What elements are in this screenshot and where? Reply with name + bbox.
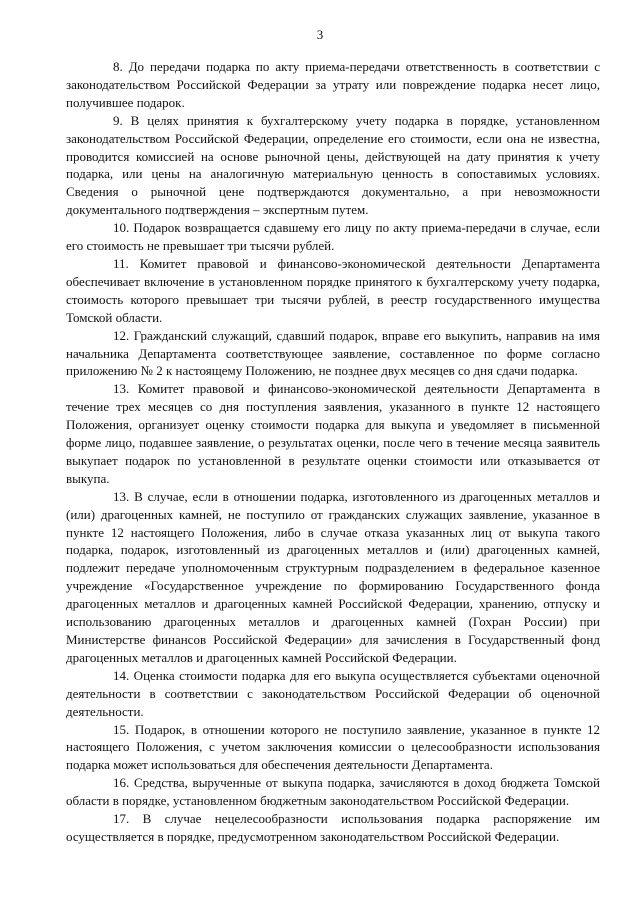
- paragraph-10: 10. Подарок возвращается сдавшему его лицу по акту приема-передачи в случае, если его стоимость не превышает три тысячи рублей.: [66, 220, 600, 254]
- paragraph-13-b: 13. В случае, если в отношении подарка, изготовленного из драгоценных металлов и (или) драгоценных камней, не поступило от гражданских служащих заявление, указанное в пункте 12 настоящего Положения, либо в случае отказа указанных лиц от выкупа такого подарка, подарок, изготовленный из драгоценных металлов и (или) драгоценных камней, подлежит передаче уполномоченным структурным подразделением в федеральное казенное учреждение «Государственное учреждение по формированию Государственного фонда драгоценных металлов и драгоценных камней Российской Федерации, хранению, отпуску и использованию драгоценных металлов и драгоценных камней (Гохран России) при Министерстве финансов Российской Федерации» для зачисления в Государственный фонд драгоценных металлов и драгоценных камней Российской Федерации.: [66, 488, 600, 665]
- document-body: [66, 58, 600, 846]
- paragraph-16: 16. Средства, вырученные от выкупа подарка, зачисляются в доход бюджета Томской области в порядке, установленном бюджетным законодательством Российской Федерации.: [66, 775, 600, 809]
- paragraph-8: 8. До передачи подарка по акту приема-передачи ответственность в соответствии с законодательством Российской Федерации за утрату или повреждение подарка несет лицо, получившее подарок.: [66, 59, 600, 110]
- paragraph-11: 11. Комитет правовой и финансово-экономической деятельности Департамента обеспечивает включение в установленном порядке принятого к бухгалтерскому учету подарка, стоимость которого превышает три тысячи рублей, в реестр государственного имущества Томской области.: [66, 255, 600, 325]
- paragraph-17: 17. В случае нецелесообразности использования подарка распоряжение им осуществляется в порядке, предусмотренном законодательством Российской Федерации.: [66, 811, 600, 844]
- paragraph-13-a: 13. Комитет правовой и финансово-экономической деятельности Департамента в течение трех месяцев со дня поступления заявления, указанного в пункте 12 настоящего Положения, организует оценку стоимости подарка для выкупа и уведомляет в письменной форме лицо, подавшее заявление, о результатах оценки, после чего в течение месяца заявитель выкупает подарок по установленной в результате оценки стоимости или отказывается от выкупа.: [66, 381, 600, 486]
- page-number: 3: [316, 27, 324, 42]
- paragraph-14: 14. Оценка стоимости подарка для его выкупа осуществляется субъектами оценочной деятельности в соответствии с законодательством Российской Федерации об оценочной деятельности.: [66, 667, 600, 719]
- paragraph-12: 12. Гражданский служащий, сдавший подарок, вправе его выкупить, направив на имя начальника Департамента соответствующее заявление, составленное по форме согласно приложению № 2 к настоящему Положению, не позднее двух месяцев со дня сдачи подарка.: [66, 327, 600, 379]
- paragraph-9: 9. В целях принятия к бухгалтерскому учету подарка в порядке, установленном законодательством Российской Федерации, определение его стоимости, если она не известна, проводится комиссией на основе рыночной цены, действующей на дату принятия к учету подарка, или цены на аналогичную материальную ценность в сопоставимых условиях. Сведения о рыночной цене подтверждаются документально, а при невозможности документального подтверждения – экспертным путем.: [66, 112, 600, 218]
- paragraph-15: 15. Подарок, в отношении которого не поступило заявление, указанное в пункте 12 настоящего Положения, с учетом заключения комиссии о целесообразности использования подарка может использоваться для обеспечения деятельности Департамента.: [66, 721, 600, 773]
